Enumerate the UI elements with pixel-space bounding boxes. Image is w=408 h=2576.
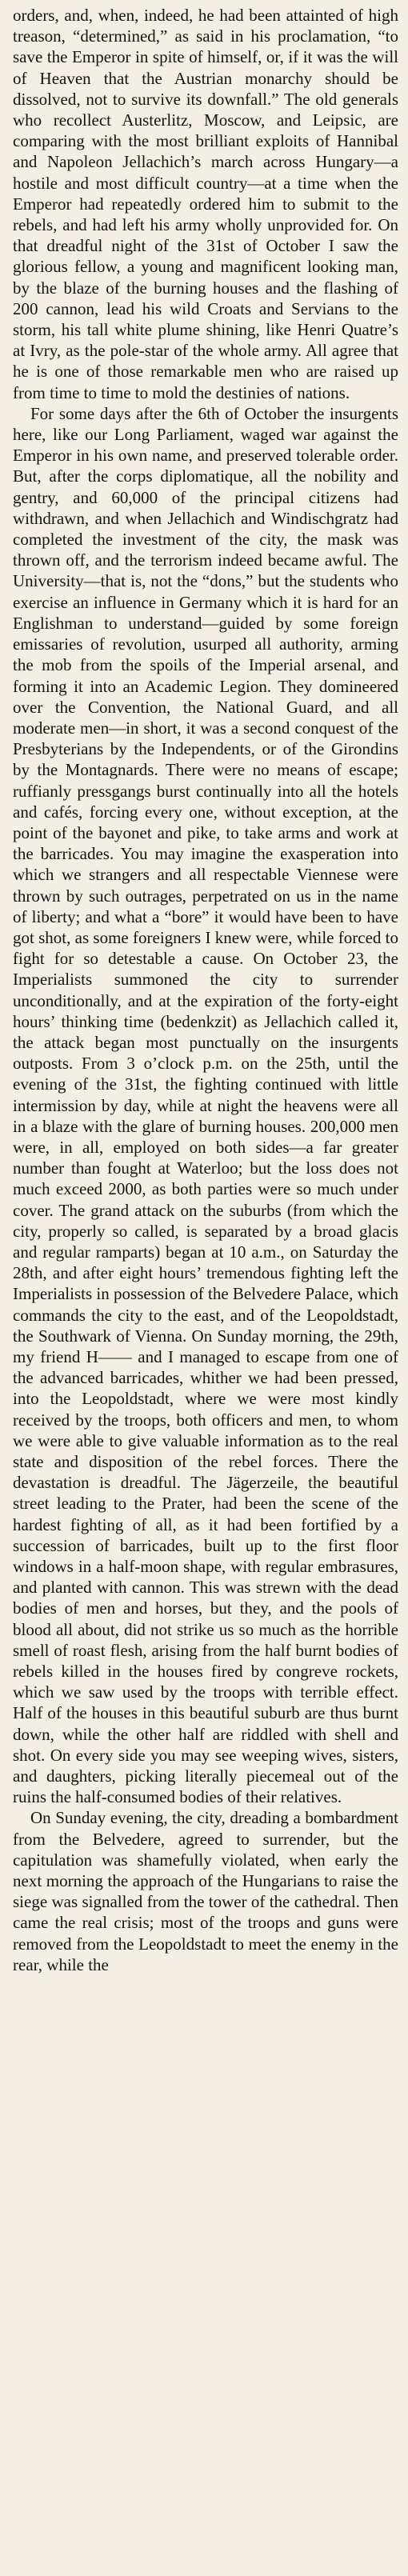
article-paragraph: orders, and, when, indeed, he had been attainted of high treason, “determined,” as said in his proclamation, “to save the Emperor in spite of himself, or, if it was the will of Heaven that the Austrian monarchy should be dissolved, not to survive its downfall.” The old generals who recollect Austerlitz, Moscow, and Leipsic, are comparing with the most brilliant exploits of Hannibal and Napoleon Jellachich’s march across Hungary—a hostile and most difficult country—at a time when the Emperor had repeatedly ordered him to submit to the rebels, and had left his army wholly unprovided for. On that dreadful night of the 31st of October I saw the glorious fellow, a young and magnificent looking man, by the blaze of the burning houses and the flashing of 200 cannon, lead his wild Croats and Servians to the storm, his tall white plume shining, like Henri Quatre’s at Ivry, as the pole-star of the whole army. All agree that he is one of those remarkable men who are raised up from time to time to mold the destinies of nations.	[13, 6, 398, 402]
article-paragraph: For some days after the 6th of October the insurgents here, like our Long Parliament, waged war against the Emperor in his own name, and preserved tolerable order. But, after the corps diplomatique, all the nobility and gentry, and 60,000 of the principal citizens had withdrawn, and when Jellachich and Windischgratz had completed the investment of the city, the mask was thrown off, and the terrorism indeed became awful. The University—that is, not the “dons,” but the students who exercise an influence in Germany which it is hard for an Englishman to understand—guided by some foreign emissaries of revolution, usurped all authority, arming the mob from the spoils of the Imperial arsenal, and forming it into an Academic Legion. They domineered over the Convention, the National Guard, and all moderate men—in short, it was a second conquest of the Presbyterians by the Independents, or of the Girondins by the Montagnards. There were no means of escape; ruffianly pressgangs burst continually into all the hotels and cafés, forcing every one, without exception, at the point of the bayonet and pike, to take arms and work at the barricades. You may imagine the exasperation into which we strangers and all respectable Viennese were thrown by such outrages, perpetrated on us in the name of liberty; and what a “bore” it would have been to have got shot, as some foreigners I knew were, while forced to fight for so detestable a cause. On October 23, the Imperialists summoned the city to surrender unconditionally, and at the expiration of the forty-eight hours’ thinking time (bedenkzit) as Jellachich called it, the attack began most punctually on the insurgents outposts. From 3 o’clock p.m. on the 25th, until the evening of the 31st, the fighting continued with little intermission by day, while at night the heavens were all in a blaze with the glare of burning houses. 200,000 men were, in all, employed on both sides—a far greater number than fought at Waterloo; but the loss does not much exceed 2000, as both parties were so much under cover. The grand attack on the suburbs (from which the city, properly so called, is separated by a broad glacis and regular ramparts) began at 10 a.m., on Saturday the 28th, and after eight hours’ tremendous fighting left the Imperialists in possession of the Belvedere Palace, which commands the city to the east, and of the Leopoldstadt, the Southwark of Vienna. On Sunday morning, the 29th, my friend H—— and I managed to escape from one of the advanced barricades, whither we had been pressed, into the Leopoldstadt, where we were most kindly received by the troops, both officers and men, to whom we were able to give valuable information as to the real state and disposition of the rebel forces. There the devastation is dreadful. The Jägerzeile, the beautiful street leading to the Prater, had been the scene of the hardest fighting of all, as it had been fortified by a succession of barricades, built up to the first floor windows in a half-moon shape, with regular embrasures, and planted with cannon. This was strewn with the dead bodies of men and horses, but they, and the pools of blood all about, did not strike us so much as the horrible smell of roast flesh, arising from the half burnt bodies of rebels killed in the houses fired by congreve rockets, which we saw used by the troops with terrible effect. Half of the houses in this beautiful suburb are thus burnt down, while the other half are riddled with shell and shot. On every side you may see weeping wives, sisters, and daughters, picking literally piecemeal out of the ruins the half-consumed bodies of their relatives.	[13, 403, 398, 1807]
article-paragraph: On Sunday evening, the city, dreading a bombardment from the Belvedere, agreed to surrender, but the capitulation was shamefully violated, when early the next morning the approach of the Hungarians to raise the siege was signalled from the tower of the cathedral. Then came the real crisis; most of the troops and guns were removed from the Leopoldstadt to meet the enemy in the rear, while the	[13, 1808, 398, 1974]
